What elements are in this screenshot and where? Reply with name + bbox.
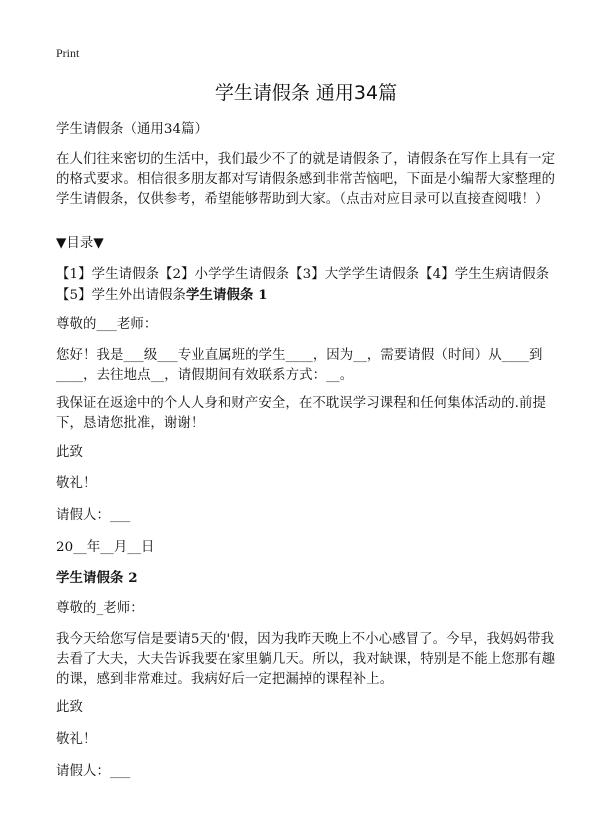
section2-heading: 学生请假条 2 [56,570,138,586]
section1-signer: 请假人：___ [56,508,131,523]
document-subtitle: 学生请假条（通用34篇） [56,122,209,137]
section1-date: 20__年__月__日 [56,540,155,555]
section1-body1: 您好！我是___级___专业直属班的学生____，因为__，需要请假（时间）从____到____，去往地点__，请假期间有效联系方式：__。 [56,348,543,383]
section2-salutation: 尊敬的_老师： [56,601,144,616]
toc-item-5[interactable]: 【5】学生外出请假条 [56,288,187,303]
table-of-contents [56,265,556,306]
section1-salutation: 尊敬的___老师： [56,317,158,332]
intro-paragraph: 在人们往来密切的生活中，我们最少不了的就是请假条了，请假条在写作上具有一定的格式要求。相信很多朋友都对写请假条感到非常苦恼吧，下面是小编帮大家整理的学生请假条，仅供参考，希望能够帮助到大家。（点击对应目录可以直接查阅哦！） [56,152,556,207]
toc-line [56,285,556,306]
section1-closing1: 此致 [56,445,83,460]
section2-body1: 我今天给您写信是要请5天的'假，因为我昨天晚上不小心感冒了。今早，我妈妈带我去看了大夫，大夫告诉我要在家里躺几天。所以，我对缺课，特别是不能上您那有趣的课，感到非常难过。我病好后一定把漏掉的课程补上。 [56,632,556,687]
document-title: 学生请假条 通用34篇 [214,82,398,104]
section2-closing2: 敬礼！ [56,732,97,747]
toc-line[interactable]: 【1】学生请假条【2】小学学生请假条【3】大学学生请假条【4】学生生病请假条 [56,267,550,282]
section1-closing2: 敬礼！ [56,476,97,491]
section1-heading: 学生请假条 1 [186,287,268,303]
section2-closing1: 此致 [56,700,83,715]
section2-signer: 请假人：___ [56,764,131,779]
toc-heading: ▼目录▼ [56,236,104,251]
section1-body2: 我保证在返途中的个人人身和财产安全，在不耽误学习课程和任何集体活动的.前提下，恳请您批准，谢谢！ [56,396,547,431]
print-link[interactable]: Print [56,46,80,60]
